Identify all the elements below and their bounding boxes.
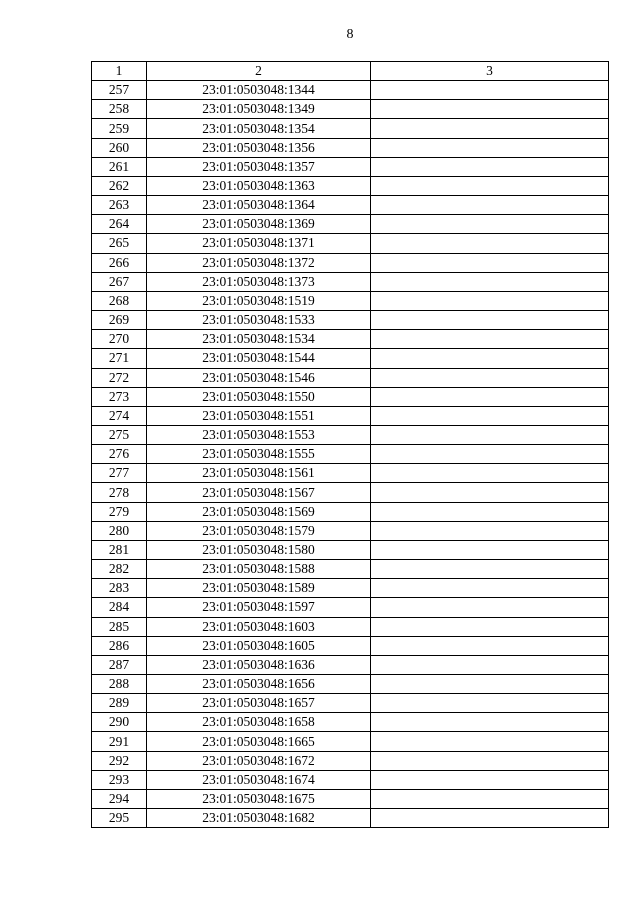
notes-cell bbox=[371, 387, 609, 406]
table-row bbox=[92, 617, 609, 636]
notes-cell bbox=[371, 406, 609, 425]
cadastral-number-cell: 23:01:0503048:1534 bbox=[147, 330, 371, 349]
cadastral-number-cell: 23:01:0503048:1589 bbox=[147, 579, 371, 598]
cadastral-number-cell: 23:01:0503048:1356 bbox=[147, 138, 371, 157]
row-number-cell: 259 bbox=[92, 119, 147, 138]
row-number-cell: 290 bbox=[92, 713, 147, 732]
notes-cell bbox=[371, 253, 609, 272]
notes-cell bbox=[371, 234, 609, 253]
cadastral-number-cell: 23:01:0503048:1674 bbox=[147, 770, 371, 789]
table-row bbox=[92, 579, 609, 598]
cadastral-number-cell: 23:01:0503048:1553 bbox=[147, 425, 371, 444]
row-number-cell: 271 bbox=[92, 349, 147, 368]
row-number-cell: 282 bbox=[92, 560, 147, 579]
notes-cell bbox=[371, 330, 609, 349]
notes-cell bbox=[371, 349, 609, 368]
notes-cell bbox=[371, 483, 609, 502]
notes-cell bbox=[371, 732, 609, 751]
notes-cell bbox=[371, 100, 609, 119]
notes-cell bbox=[371, 598, 609, 617]
row-number-cell: 283 bbox=[92, 579, 147, 598]
table-row bbox=[92, 560, 609, 579]
cadastral-number-cell: 23:01:0503048:1546 bbox=[147, 368, 371, 387]
notes-cell bbox=[371, 521, 609, 540]
notes-cell bbox=[371, 560, 609, 579]
notes-cell bbox=[371, 176, 609, 195]
cadastral-number-cell: 23:01:0503048:1657 bbox=[147, 694, 371, 713]
table-row bbox=[92, 598, 609, 617]
table-row bbox=[92, 655, 609, 674]
row-number-cell: 279 bbox=[92, 502, 147, 521]
cadastral-number-cell: 23:01:0503048:1533 bbox=[147, 311, 371, 330]
table-row bbox=[92, 464, 609, 483]
cadastral-number-cell: 23:01:0503048:1636 bbox=[147, 655, 371, 674]
table-row bbox=[92, 483, 609, 502]
cadastral-number-cell: 23:01:0503048:1372 bbox=[147, 253, 371, 272]
table-row bbox=[92, 176, 609, 195]
row-number-cell: 258 bbox=[92, 100, 147, 119]
table-row bbox=[92, 330, 609, 349]
cadastral-number-cell: 23:01:0503048:1656 bbox=[147, 675, 371, 694]
notes-cell bbox=[371, 445, 609, 464]
row-number-cell: 287 bbox=[92, 655, 147, 674]
row-number-cell: 291 bbox=[92, 732, 147, 751]
cadastral-number-cell: 23:01:0503048:1371 bbox=[147, 234, 371, 253]
table-row bbox=[92, 253, 609, 272]
table-row bbox=[92, 234, 609, 253]
notes-cell bbox=[371, 368, 609, 387]
row-number-cell: 257 bbox=[92, 81, 147, 100]
table-row bbox=[92, 272, 609, 291]
table-row bbox=[92, 675, 609, 694]
cadastral-number-cell: 23:01:0503048:1544 bbox=[147, 349, 371, 368]
table-row bbox=[92, 636, 609, 655]
cadastral-number-cell: 23:01:0503048:1665 bbox=[147, 732, 371, 751]
table-row bbox=[92, 694, 609, 713]
cadastral-number-cell: 23:01:0503048:1672 bbox=[147, 751, 371, 770]
notes-cell bbox=[371, 809, 609, 828]
table-row bbox=[92, 138, 609, 157]
table-row bbox=[92, 502, 609, 521]
notes-cell bbox=[371, 675, 609, 694]
row-number-cell: 267 bbox=[92, 272, 147, 291]
row-number-cell: 284 bbox=[92, 598, 147, 617]
row-number-cell: 280 bbox=[92, 521, 147, 540]
table-row bbox=[92, 387, 609, 406]
table-row bbox=[92, 196, 609, 215]
notes-cell bbox=[371, 311, 609, 330]
cadastral-number-cell: 23:01:0503048:1569 bbox=[147, 502, 371, 521]
cadastral-number-cell: 23:01:0503048:1555 bbox=[147, 445, 371, 464]
cadastral-number-cell: 23:01:0503048:1369 bbox=[147, 215, 371, 234]
table-row bbox=[92, 521, 609, 540]
notes-cell bbox=[371, 655, 609, 674]
table-row bbox=[92, 368, 609, 387]
cadastral-number-cell: 23:01:0503048:1363 bbox=[147, 176, 371, 195]
table-header-row bbox=[92, 62, 609, 81]
row-number-cell: 294 bbox=[92, 789, 147, 808]
row-number-cell: 289 bbox=[92, 694, 147, 713]
row-number-cell: 270 bbox=[92, 330, 147, 349]
notes-cell bbox=[371, 81, 609, 100]
cadastral-number-cell: 23:01:0503048:1567 bbox=[147, 483, 371, 502]
notes-cell bbox=[371, 196, 609, 215]
table-row bbox=[92, 215, 609, 234]
cadastral-number-cell: 23:01:0503048:1551 bbox=[147, 406, 371, 425]
column-header: 2 bbox=[147, 62, 371, 81]
cadastral-number-cell: 23:01:0503048:1588 bbox=[147, 560, 371, 579]
cadastral-number-cell: 23:01:0503048:1354 bbox=[147, 119, 371, 138]
table-row bbox=[92, 311, 609, 330]
cadastral-number-cell: 23:01:0503048:1519 bbox=[147, 291, 371, 310]
cadastral-number-cell: 23:01:0503048:1682 bbox=[147, 809, 371, 828]
notes-cell bbox=[371, 138, 609, 157]
cadastral-table bbox=[91, 61, 609, 828]
table-row bbox=[92, 100, 609, 119]
cadastral-number-cell: 23:01:0503048:1675 bbox=[147, 789, 371, 808]
table-row bbox=[92, 540, 609, 559]
notes-cell bbox=[371, 272, 609, 291]
row-number-cell: 268 bbox=[92, 291, 147, 310]
row-number-cell: 265 bbox=[92, 234, 147, 253]
column-header: 3 bbox=[371, 62, 609, 81]
cadastral-number-cell: 23:01:0503048:1579 bbox=[147, 521, 371, 540]
notes-cell bbox=[371, 502, 609, 521]
row-number-cell: 262 bbox=[92, 176, 147, 195]
row-number-cell: 293 bbox=[92, 770, 147, 789]
cadastral-number-cell: 23:01:0503048:1344 bbox=[147, 81, 371, 100]
row-number-cell: 263 bbox=[92, 196, 147, 215]
table-body bbox=[92, 81, 609, 828]
cadastral-number-cell: 23:01:0503048:1658 bbox=[147, 713, 371, 732]
row-number-cell: 275 bbox=[92, 425, 147, 444]
row-number-cell: 261 bbox=[92, 157, 147, 176]
notes-cell bbox=[371, 157, 609, 176]
table-row bbox=[92, 349, 609, 368]
cadastral-number-cell: 23:01:0503048:1364 bbox=[147, 196, 371, 215]
column-header: 1 bbox=[92, 62, 147, 81]
cadastral-number-cell: 23:01:0503048:1603 bbox=[147, 617, 371, 636]
cadastral-number-cell: 23:01:0503048:1357 bbox=[147, 157, 371, 176]
row-number-cell: 286 bbox=[92, 636, 147, 655]
row-number-cell: 277 bbox=[92, 464, 147, 483]
notes-cell bbox=[371, 579, 609, 598]
table-row bbox=[92, 291, 609, 310]
notes-cell bbox=[371, 425, 609, 444]
row-number-cell: 288 bbox=[92, 675, 147, 694]
table-row bbox=[92, 809, 609, 828]
cadastral-number-cell: 23:01:0503048:1605 bbox=[147, 636, 371, 655]
row-number-cell: 295 bbox=[92, 809, 147, 828]
notes-cell bbox=[371, 789, 609, 808]
notes-cell bbox=[371, 694, 609, 713]
cadastral-number-cell: 23:01:0503048:1349 bbox=[147, 100, 371, 119]
cadastral-number-cell: 23:01:0503048:1373 bbox=[147, 272, 371, 291]
table-row bbox=[92, 119, 609, 138]
notes-cell bbox=[371, 636, 609, 655]
row-number-cell: 292 bbox=[92, 751, 147, 770]
table-row bbox=[92, 789, 609, 808]
notes-cell bbox=[371, 464, 609, 483]
table-row bbox=[92, 770, 609, 789]
notes-cell bbox=[371, 770, 609, 789]
table-row bbox=[92, 732, 609, 751]
cadastral-number-cell: 23:01:0503048:1597 bbox=[147, 598, 371, 617]
table-row bbox=[92, 751, 609, 770]
notes-cell bbox=[371, 291, 609, 310]
row-number-cell: 273 bbox=[92, 387, 147, 406]
notes-cell bbox=[371, 617, 609, 636]
row-number-cell: 276 bbox=[92, 445, 147, 464]
table-row bbox=[92, 81, 609, 100]
table-row bbox=[92, 157, 609, 176]
row-number-cell: 278 bbox=[92, 483, 147, 502]
table-row bbox=[92, 406, 609, 425]
table-row bbox=[92, 425, 609, 444]
row-number-cell: 269 bbox=[92, 311, 147, 330]
row-number-cell: 285 bbox=[92, 617, 147, 636]
table-row bbox=[92, 713, 609, 732]
row-number-cell: 272 bbox=[92, 368, 147, 387]
row-number-cell: 281 bbox=[92, 540, 147, 559]
notes-cell bbox=[371, 540, 609, 559]
row-number-cell: 264 bbox=[92, 215, 147, 234]
row-number-cell: 266 bbox=[92, 253, 147, 272]
notes-cell bbox=[371, 215, 609, 234]
cadastral-number-cell: 23:01:0503048:1550 bbox=[147, 387, 371, 406]
cadastral-number-cell: 23:01:0503048:1580 bbox=[147, 540, 371, 559]
row-number-cell: 274 bbox=[92, 406, 147, 425]
page-number: 8 bbox=[346, 27, 354, 42]
cadastral-number-cell: 23:01:0503048:1561 bbox=[147, 464, 371, 483]
row-number-cell: 260 bbox=[92, 138, 147, 157]
table-row bbox=[92, 445, 609, 464]
notes-cell bbox=[371, 751, 609, 770]
notes-cell bbox=[371, 119, 609, 138]
notes-cell bbox=[371, 713, 609, 732]
